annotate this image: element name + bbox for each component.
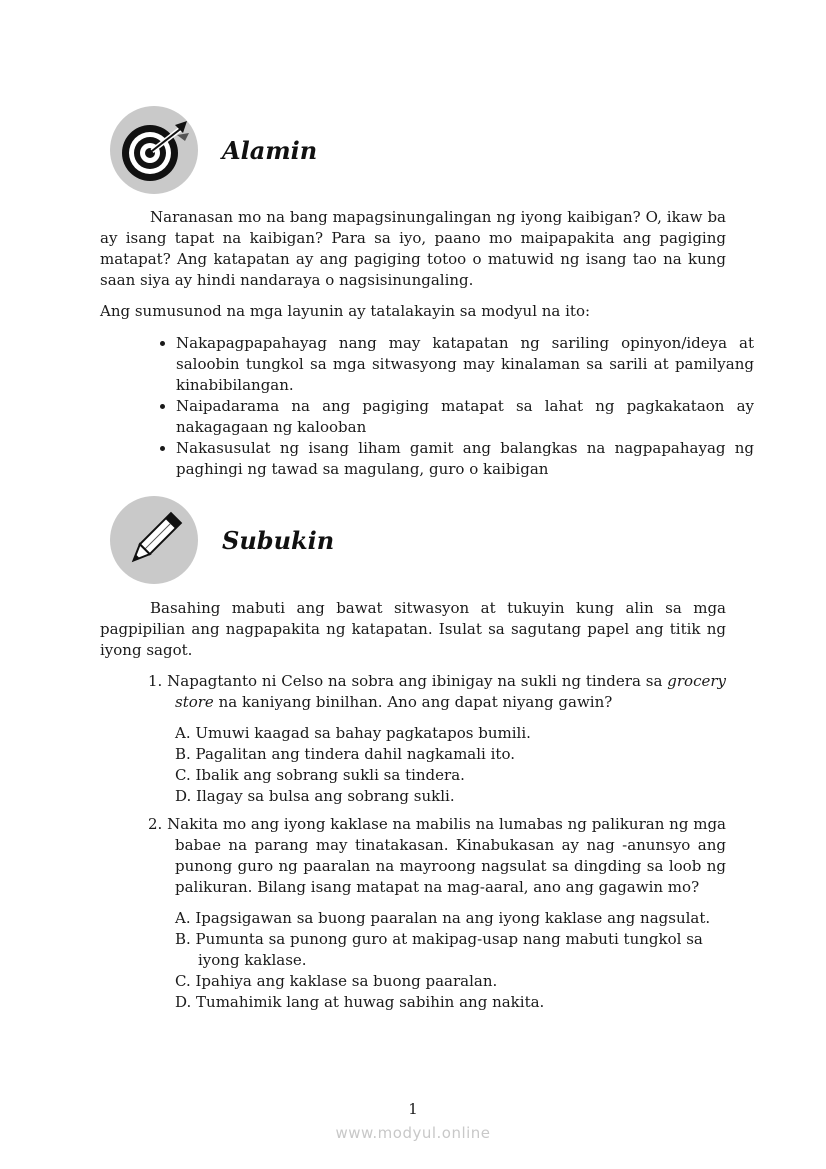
- section-title-subukin: Subukin: [222, 525, 335, 555]
- question-text: na kaniyang binilhan. Ano ang dapat niyang gawin?: [213, 693, 613, 711]
- question-text: Nakita mo ang iyong kaklase na mabilis na lumabas ng palikuran ng mga babae na parang may tinatakasan. Kinabukasan ay nag -anunsyo ang punong guro ng paaralan na mayroong nagsulat sa dingding sa loob ng palikuran. Bilang isang matapat na mag-aaral, ano ang gagawin mo?: [167, 815, 726, 896]
- watermark: www.modyul.online: [335, 1124, 491, 1142]
- objective-item: • Naipadarama na ang pagiging matapat sa lahat ng pagkakataon ay nakagagaan ng kalooban: [176, 396, 754, 438]
- answer-option-a: A. Umuwi kaagad sa bahay pagkatapos bumili.: [175, 724, 531, 742]
- answer-option-d: D. Ilagay sa bulsa ang sobrang sukli.: [175, 787, 455, 805]
- answer-option-a: A. Ipagsigawan sa buong paaralan na ang iyong kaklase ang nagsulat.: [175, 909, 711, 927]
- section-title-alamin: Alamin: [222, 135, 318, 165]
- answer-option-b: B. Pumunta sa punong guro at makipag-usap nang mabuti tungkol sa iyong kaklase.: [175, 930, 703, 969]
- answer-options: [175, 908, 726, 1013]
- answer-option-c: C. Ibalik ang sobrang sukli sa tindera.: [175, 766, 465, 784]
- subukin-instructions: Basahing mabuti ang bawat sitwasyon at tukuyin kung alin sa mga pagpipilian ang nagpapakita ng katapatan. Isulat sa sagutang papel ang titik ng iyong sagot.: [100, 599, 726, 659]
- question-stem: [148, 814, 726, 898]
- subukin-header: [110, 496, 334, 584]
- objective-item: • Nakasusulat ng isang liham gamit ang balangkas na nagpapahayag ng paghingi ng tawad sa magulang, guro o kaibigan: [176, 438, 754, 480]
- question-2: [148, 814, 726, 1013]
- answer-option-d: D. Tumahimik lang at huwag sabihin ang nakita.: [175, 993, 545, 1011]
- question-text-italic: grocery store: [175, 672, 726, 711]
- question-number: 2.: [148, 815, 163, 833]
- objectives-list: [148, 333, 754, 480]
- page-number: 1: [408, 1100, 418, 1118]
- objective-item: • Nakapagpapahayag nang may katapatan ng sariling opinyon/ideya at saloobin tungkol sa mga sitwasyong may kinalaman sa sarili at pamilyang kinabibilangan.: [176, 333, 754, 396]
- target-icon: [110, 106, 198, 194]
- question-text: Napagtanto ni Celso na sobra ang ibinigay na sukli ng tindera sa: [167, 672, 668, 690]
- objectives-lead: Ang sumusunod na mga layunin ay tatalakayin sa modyul na ito:: [100, 302, 591, 320]
- alamin-header: [110, 106, 317, 194]
- answer-option-b: B. Pagalitan ang tindera dahil nagkamali ito.: [175, 745, 515, 763]
- question-1: [148, 671, 726, 807]
- answer-options: [175, 723, 726, 807]
- question-number: 1.: [148, 672, 163, 690]
- answer-option-c: C. Ipahiya ang kaklase sa buong paaralan.: [175, 972, 498, 990]
- alamin-intro-paragraph: Naranasan mo na bang mapagsinungalingan ng iyong kaibigan? O, ikaw ba ay isang tapat na kaibigan? Para sa iyo, paano mo maipapakita ang pagiging matapat? Ang katapatan ay ang pagiging totoo o matuwid ng isang tao na kung saan siya ay hindi nandaraya o nagsisinungaling.: [100, 208, 726, 289]
- question-stem: [148, 671, 726, 713]
- pencil-icon: [110, 496, 198, 584]
